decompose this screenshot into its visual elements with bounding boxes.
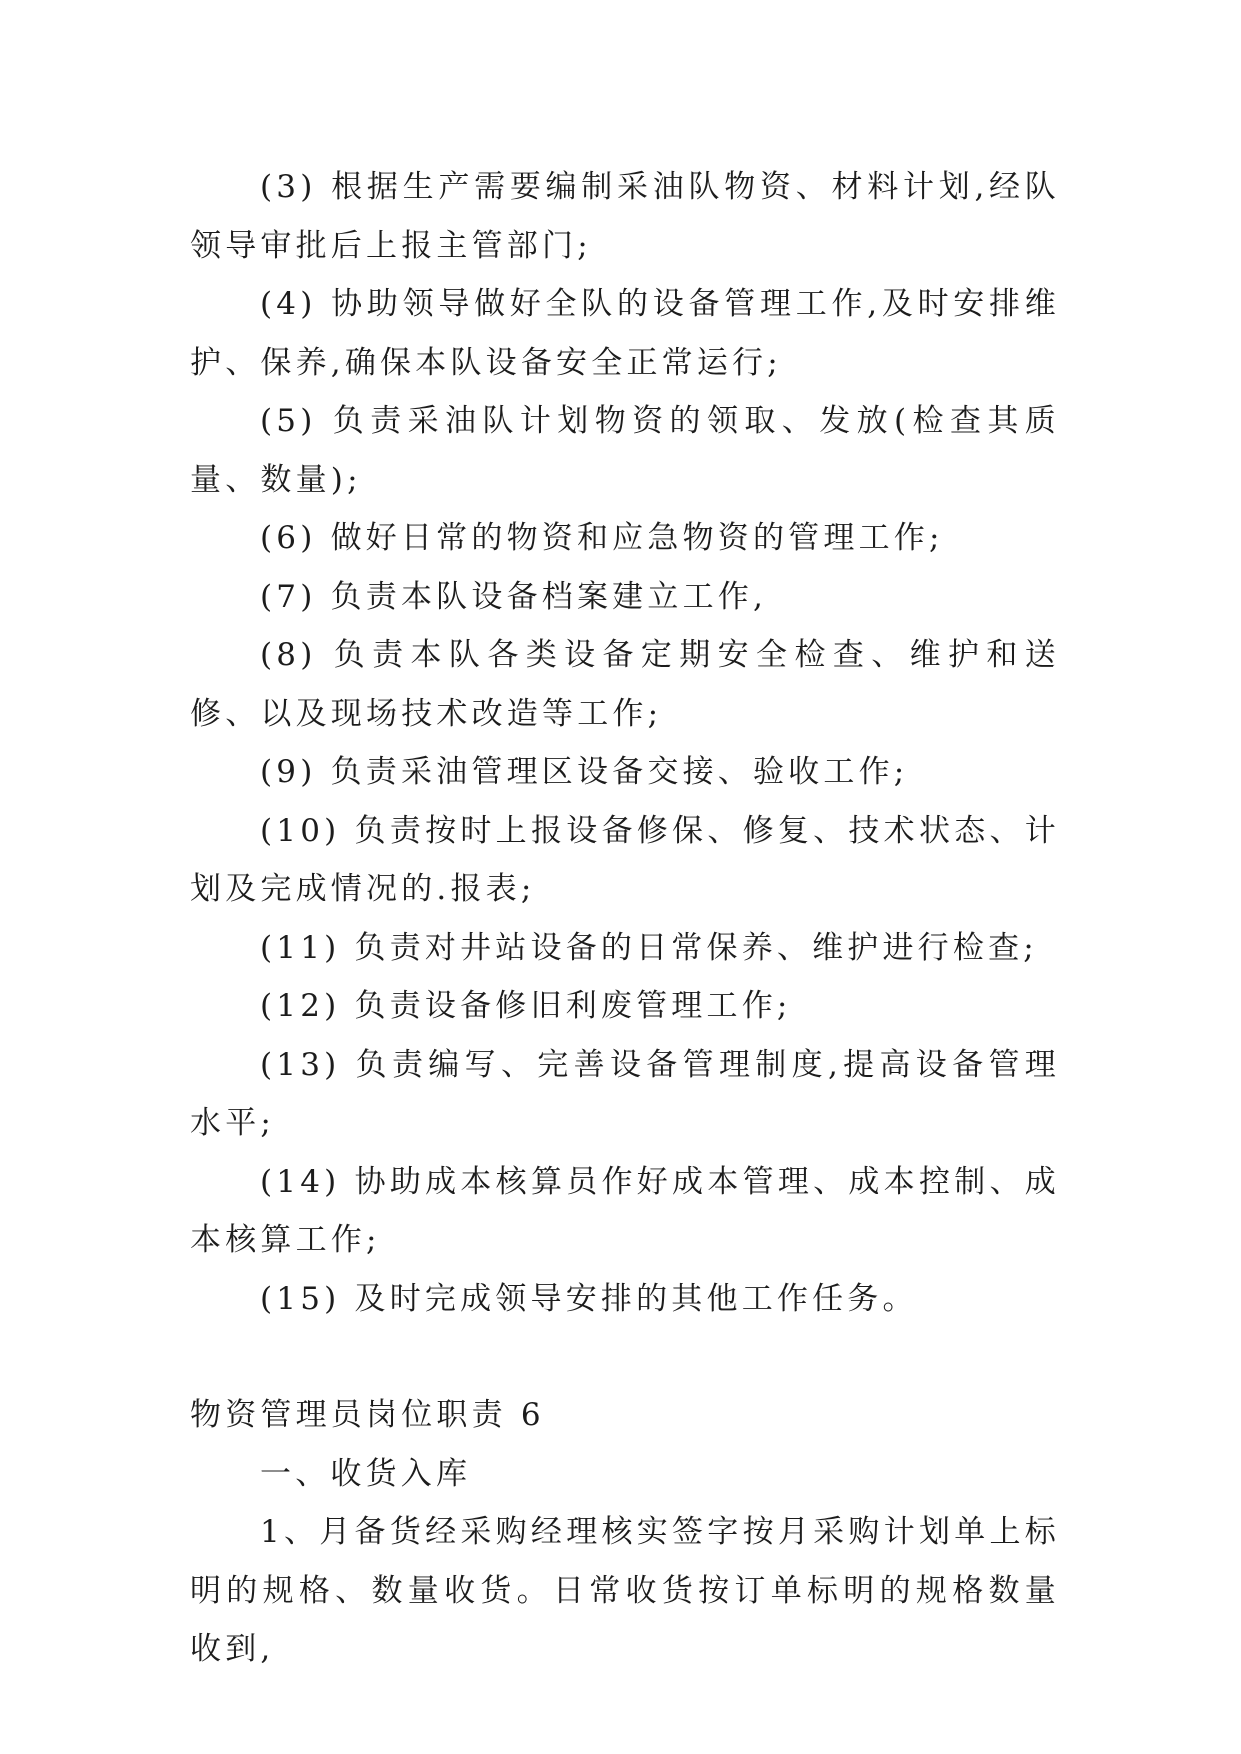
duty-item-4: (4) 协助领导做好全队的设备管理工作,及时安排维护、保养,确保本队设备安全正常运行; [190, 286, 1060, 381]
duty-item-6: (6) 做好日常的物资和应急物资的管理工作; [260, 520, 944, 556]
duty-item-7: (7) 负责本队设备档案建立工作, [260, 578, 768, 615]
duty-item-13: (13) 负责编写、完善设备管理制度,提高设备管理水平; [190, 1046, 1060, 1141]
duty-item-10: (10) 负责按时上报设备修保、修复、技术状态、计划及完成情况的.报表; [190, 812, 1060, 907]
section-subheading: 一、收货入库 [260, 1455, 472, 1492]
duty-item-14: (14) 协助成本核算员作好成本管理、成本控制、成本核算工作; [190, 1163, 1060, 1258]
duty-item-5: (5) 负责采油队计划物资的领取、发放(检查其质量、数量); [190, 403, 1060, 498]
section-title: 物资管理员岗位职责 6 [190, 1397, 545, 1433]
document-body [190, 158, 1060, 1679]
duty-item-9: (9) 负责采油管理区设备交接、验收工作; [260, 754, 909, 790]
duty-item-8: (8) 负责本队各类设备定期安全检查、维护和送修、以及现场技术改造等工作; [190, 637, 1060, 732]
duty-item-3: (3) 根据生产需要编制采油队物资、材料计划,经队领导审批后上报主管部门; [190, 169, 1060, 264]
section-paragraph: 1、月备货经采购经理核实签字按月采购计划单上标明的规格、数量收货。日常收货按订单标明的规格数量收到, [190, 1514, 1060, 1667]
section-spacer [190, 1328, 1060, 1386]
duty-item-11: (11) 负责对井站设备的日常保养、维护进行检查; [260, 929, 1038, 966]
duty-item-12: (12) 负责设备修旧利废管理工作; [260, 988, 792, 1024]
duty-item-15: (15) 及时完成领导安排的其他工作任务。 [260, 1280, 918, 1317]
